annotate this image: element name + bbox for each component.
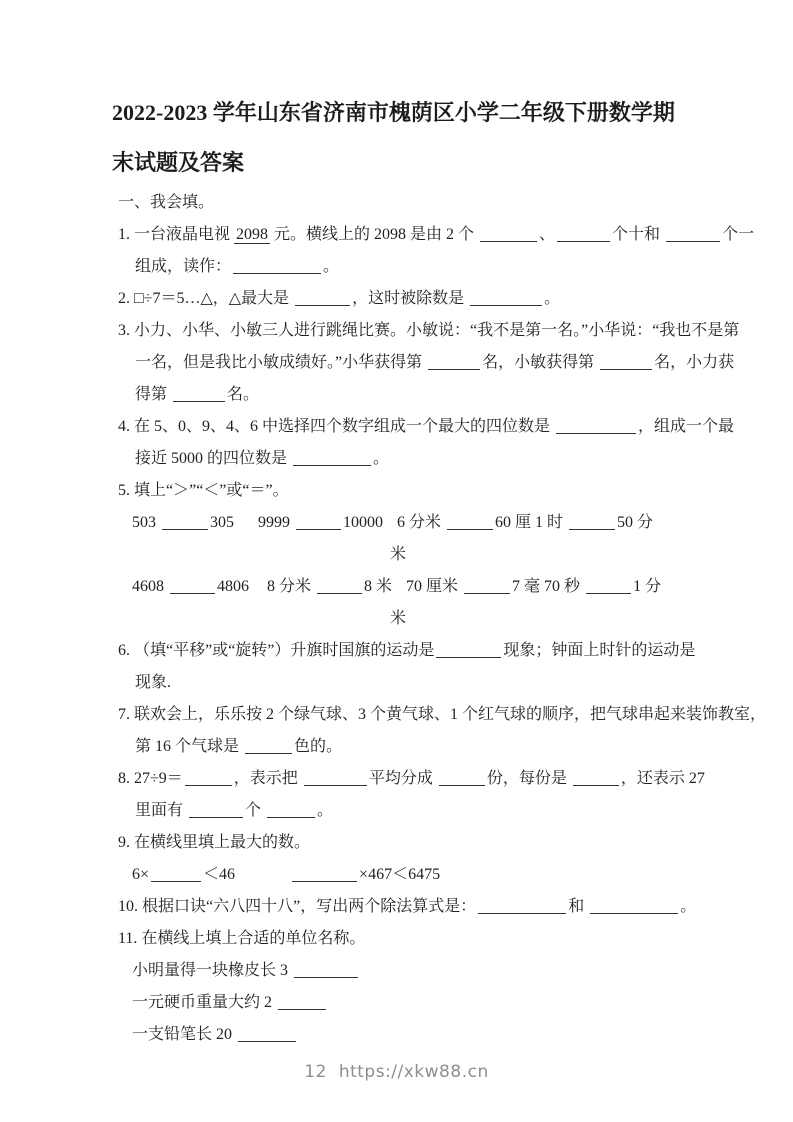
text-run: 。 xyxy=(544,290,561,307)
text-run: 4806 xyxy=(217,578,249,595)
document-line xyxy=(132,507,738,539)
document-line xyxy=(135,667,738,699)
text-run: 名，小力获 xyxy=(654,354,735,371)
fill-in-blank-line xyxy=(170,577,215,594)
fill-in-blank-line xyxy=(296,513,341,530)
text-run: 10000 xyxy=(343,514,383,531)
document-title-line-2: 末试题及答案 xyxy=(112,150,245,175)
fill-in-blank-line xyxy=(162,513,208,530)
text-run: 。 xyxy=(317,802,334,819)
exam-content xyxy=(118,187,767,1051)
fill-in-blank-line xyxy=(278,993,326,1010)
text-run: 得第 xyxy=(135,386,172,403)
fill-in-blank-line xyxy=(185,769,232,786)
text-run: 现象. xyxy=(135,674,172,691)
document-line xyxy=(118,283,738,315)
text-run: 7. 联欢会上，乐乐按 2 个绿气球、3 个黄气球、1 个红气球的顺序，把气球串起来装饰教室， xyxy=(118,706,767,723)
text-run: ，表示把 xyxy=(233,770,302,787)
text-run: 5. 填上“＞”“＜”或“＝”。 xyxy=(118,482,289,499)
fill-in-blank-line xyxy=(557,225,610,242)
text-run: 组成，读作： xyxy=(135,258,232,275)
document-line xyxy=(135,731,738,763)
text-run: 色的。 xyxy=(294,738,343,755)
fill-in-blank-line xyxy=(293,449,371,466)
text-run: 6. （填“平移”或“旋转”）升旗时国旗的运动是 xyxy=(118,642,435,659)
document-line xyxy=(390,539,738,571)
document-line xyxy=(118,411,738,443)
text-run: 一名，但是我比小敏成绩好。”小华获得第 xyxy=(135,354,427,371)
text-run: 米 xyxy=(390,610,407,627)
text-run: 接近 5000 的四位数是 xyxy=(135,450,292,467)
fill-in-blank-line xyxy=(295,289,350,306)
text-run: 一支铅笔长 20 xyxy=(132,1026,237,1043)
text-run: 50 分 xyxy=(617,514,654,531)
page-number: 12 xyxy=(304,1062,327,1082)
text-run: 7 毫 70 秒 xyxy=(512,578,585,595)
text-run: 名。 xyxy=(227,386,260,403)
text-run: 6 分米 xyxy=(397,514,446,531)
text-run: 元。横线上的 2098 是由 2 个 xyxy=(270,226,479,243)
text-run: 米 xyxy=(390,546,407,563)
text-run: 6× xyxy=(132,866,150,883)
document-line xyxy=(135,795,738,827)
fill-in-blank-line xyxy=(478,897,566,914)
text-run: 503 xyxy=(132,514,160,531)
underlined-value: 2098 xyxy=(236,226,269,243)
document-line xyxy=(118,635,738,667)
text-run: 8 分米 xyxy=(267,578,316,595)
fill-in-blank-line xyxy=(189,801,243,818)
text-run: 、 xyxy=(539,226,556,243)
document-line xyxy=(118,763,738,795)
document-line xyxy=(132,987,738,1019)
fill-in-blank-line xyxy=(569,513,615,530)
text-run: 一元硬币重量大约 2 xyxy=(132,994,277,1011)
text-run: 平均分成 xyxy=(368,770,437,787)
fill-in-blank-line xyxy=(317,577,362,594)
document-line xyxy=(118,315,738,347)
fill-in-blank-line xyxy=(267,801,315,818)
text-run: 4. 在 5、0、9、4、6 中选择四个数字组成一个最大的四位数是 xyxy=(118,418,555,435)
fill-in-blank-line xyxy=(470,289,542,306)
document-line xyxy=(118,187,738,219)
text-run: 现象；钟面上时针的运动是 xyxy=(503,642,696,659)
document-line xyxy=(118,891,738,923)
fill-in-blank-line xyxy=(464,577,510,594)
text-run: 。 xyxy=(323,258,340,275)
text-run: 3. 小力、小华、小敏三人进行跳绳比赛。小敏说：“我不是第一名。”小华说：“我也不是第 xyxy=(118,322,740,339)
fill-in-blank-line xyxy=(436,641,501,658)
fill-in-blank-line xyxy=(233,257,321,274)
text-run: 305 xyxy=(210,514,234,531)
document-line xyxy=(135,251,738,283)
text-run: 一、我会填。 xyxy=(118,194,215,211)
text-run: 60 厘 1 时 xyxy=(495,514,568,531)
text-run: ＜46 xyxy=(203,866,236,883)
text-run: 8 米 xyxy=(364,578,393,595)
document-line xyxy=(135,347,738,379)
fill-in-blank-line xyxy=(447,513,493,530)
text-run: 。 xyxy=(373,450,390,467)
footer-url: https://xkw88.cn xyxy=(338,1062,489,1082)
text-run: 10. 根据口诀“六八四十八”，写出两个除法算式是： xyxy=(118,898,477,915)
document-line xyxy=(390,603,738,635)
document-line xyxy=(132,859,738,891)
text-run: 9999 xyxy=(258,514,294,531)
document-line xyxy=(132,1019,738,1051)
document-line xyxy=(118,699,767,731)
document-line xyxy=(132,955,738,987)
text-run: ，组成一个最 xyxy=(638,418,735,435)
text-run: 份，每份是 xyxy=(486,770,571,787)
fill-in-blank-line xyxy=(304,769,367,786)
text-run: 4608 xyxy=(132,578,168,595)
text-run: 1. 一台液晶电视 xyxy=(118,226,235,243)
fill-in-blank-line xyxy=(590,897,678,914)
document-line xyxy=(118,827,738,859)
fill-in-blank-line xyxy=(292,865,357,882)
fill-in-blank-line xyxy=(294,961,358,978)
fill-in-blank-line xyxy=(439,769,485,786)
document-line xyxy=(118,923,738,955)
text-run: 2. □÷7＝5…△，△最大是 xyxy=(118,290,294,307)
document-line xyxy=(132,571,738,603)
text-run: 1 分 xyxy=(633,578,662,595)
fill-in-blank-line xyxy=(480,225,537,242)
text-run: 第 16 个气球是 xyxy=(135,738,244,755)
fill-in-blank-line xyxy=(428,353,480,370)
text-run: ×467＜6475 xyxy=(359,866,441,883)
fill-in-blank-line xyxy=(666,225,720,242)
document-title-line-1: 2022-2023 学年山东省济南市槐荫区小学二年级下册数学期 xyxy=(112,100,675,125)
text-run: 11. 在横线上填上合适的单位名称。 xyxy=(118,930,366,947)
text-run: 个十和 xyxy=(612,226,665,243)
fill-in-blank-line xyxy=(600,353,652,370)
text-run: ，这时被除数是 xyxy=(352,290,469,307)
text-run: 个一 xyxy=(722,226,755,243)
text-run: 和 xyxy=(568,898,589,915)
text-run: 个 xyxy=(245,802,266,819)
fill-in-blank-line xyxy=(573,769,619,786)
fill-in-blank-line xyxy=(245,737,292,754)
document-line xyxy=(135,379,738,411)
page-footer xyxy=(0,1062,793,1082)
document-title xyxy=(112,88,722,188)
document-line xyxy=(118,219,755,251)
text-run: 8. 27÷9＝ xyxy=(118,770,183,787)
text-run: 里面有 xyxy=(135,802,188,819)
text-run: 小明量得一块橡皮长 3 xyxy=(132,962,293,979)
text-run: 70 厘米 xyxy=(406,578,463,595)
fill-in-blank-line xyxy=(173,385,225,402)
fill-in-blank-line xyxy=(238,1025,296,1042)
fill-in-blank-line xyxy=(586,577,631,594)
document-line xyxy=(135,443,738,475)
fill-in-blank-line xyxy=(151,865,201,882)
fill-in-blank-line xyxy=(556,417,636,434)
text-run: 。 xyxy=(680,898,697,915)
text-run: 9. 在横线里填上最大的数。 xyxy=(118,834,311,851)
document-line xyxy=(118,475,738,507)
text-run: 名，小敏获得第 xyxy=(482,354,599,371)
text-run: ，还表示 27 xyxy=(620,770,705,787)
